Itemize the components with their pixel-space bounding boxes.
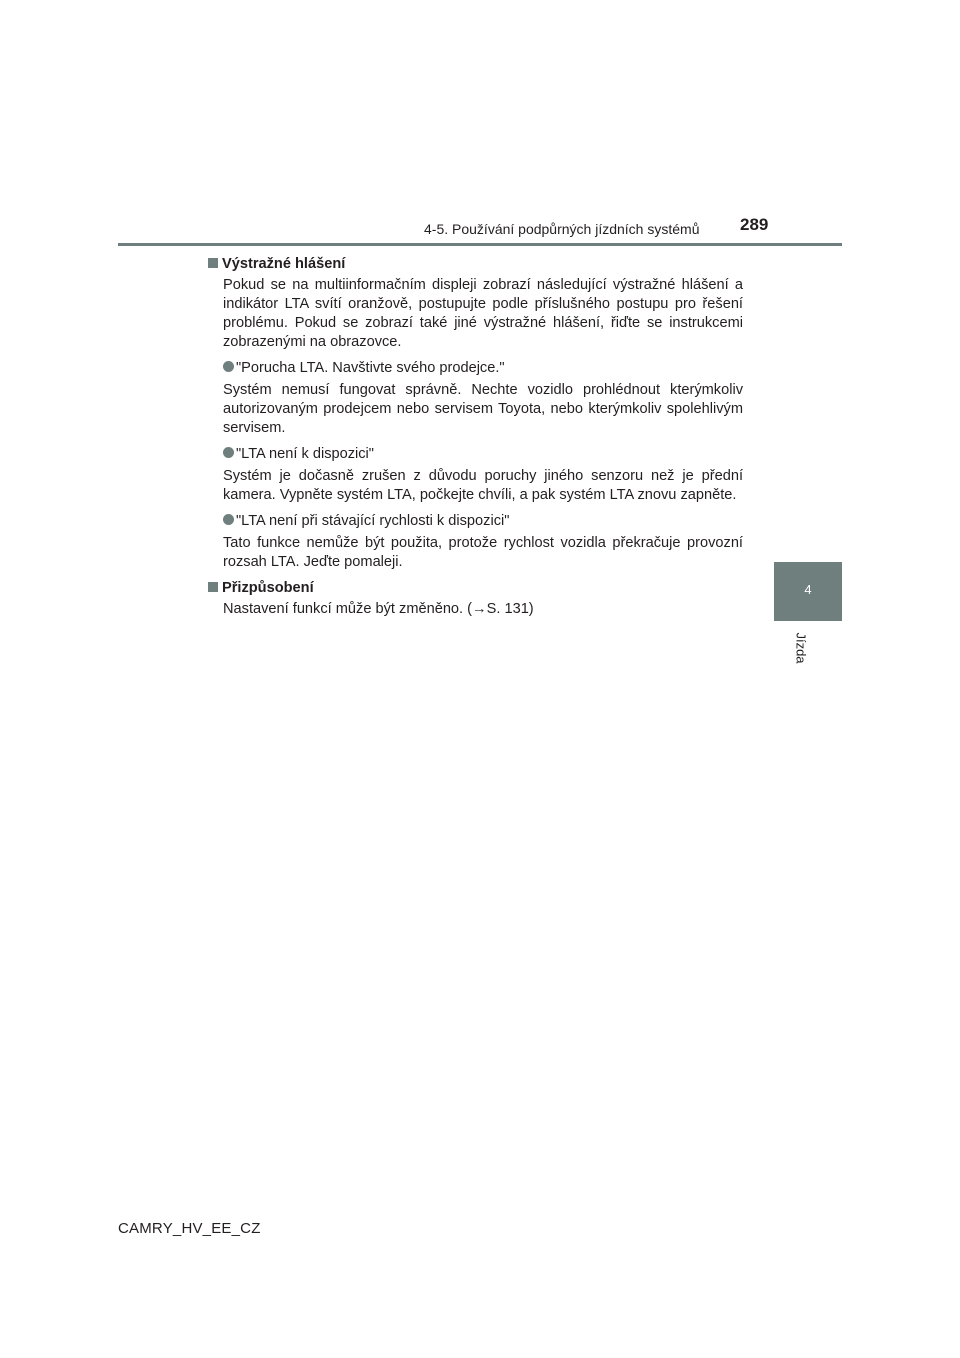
round-bullet-icon [223, 447, 234, 458]
warning-item-message [223, 359, 743, 378]
customization-text: Nastavení funkcí může být změněno. (→S. 131) [223, 601, 534, 617]
page-content [208, 255, 743, 626]
customization-section-title: Přizpůsobení [222, 580, 314, 596]
round-bullet-icon [223, 361, 234, 372]
chapter-label-container [793, 628, 809, 668]
warning-message-text: "Porucha LTA. Navštivte svého prodejce." [236, 360, 505, 376]
round-bullet-icon [223, 514, 234, 525]
chapter-tab [774, 562, 842, 621]
section-title: 4-5. Používání podpůrných jízdních systémů [424, 221, 700, 237]
warning-message-text: "LTA není při stávající rychlosti k dispozici" [236, 513, 510, 529]
warning-section-title: Výstražné hlášení [222, 256, 346, 272]
warning-item-message [223, 512, 743, 531]
chapter-label: Jízda [793, 632, 809, 664]
page-number: 289 [740, 215, 769, 234]
warning-item-description: Systém nemusí fungovat správně. Nechte vozidlo prohlédnout kterýmkoliv autorizovaným prodejcem nebo servisem Toyota, nebo kterýmkoliv spolehlivým servisem. [223, 382, 743, 436]
customization-section-heading [208, 579, 743, 598]
warning-item-description: Systém je dočasně zrušen z důvodu poruchy jiného senzoru než je přední kamera. Vypněte systém LTA, počkejte chvíli, a pak systém LTA znovu zapněte. [223, 468, 743, 503]
warning-message-text: "LTA není k dispozici" [236, 446, 374, 462]
warning-item-description: Tato funkce nemůže být použita, protože rychlost vozidla překračuje provozní rozsah LTA. Jeďte pomaleji. [223, 535, 743, 570]
square-bullet-icon [208, 258, 218, 268]
warning-section-heading [208, 255, 743, 274]
warning-item-message [223, 445, 743, 464]
square-bullet-icon [208, 582, 218, 592]
document-code: CAMRY_HV_EE_CZ [118, 1220, 261, 1237]
warning-intro: Pokud se na multiinformačním displeji zobrazí následující výstražné hlášení a indikátor LTA svítí oranžově, postupujte podle příslušného postupu pro řešení problému. Pokud se zobrazí také jiné výstražné hlášení, řiďte se instrukcemi zobrazenými na obrazovce. [223, 277, 743, 350]
header-divider [118, 243, 842, 246]
chapter-number: 4 [804, 582, 812, 597]
